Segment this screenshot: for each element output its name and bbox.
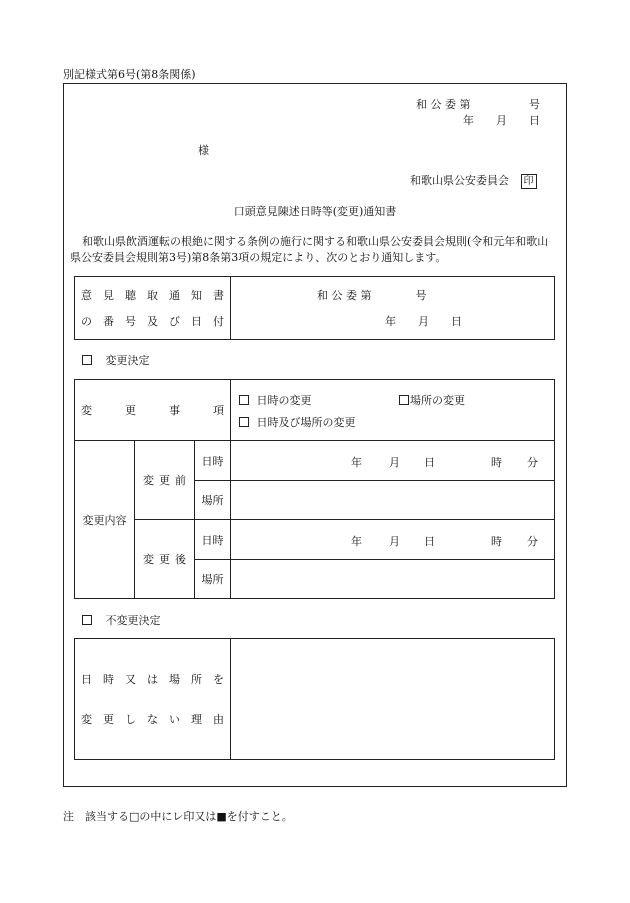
reason-line-1: 日 時 又 は 場 所 を xyxy=(81,673,224,686)
reason-value xyxy=(231,639,555,760)
document-title: 口頭意見陳述日時等(変更)通知書 xyxy=(233,205,397,218)
form-label: 別記様式第6号(第8条関係) xyxy=(63,68,196,81)
reason-label xyxy=(75,639,231,760)
notice-number-line: 和 公 委 第 号 xyxy=(317,289,427,302)
option-place-change[interactable]: 場所の変更 xyxy=(399,392,465,408)
no-change-decision-checkbox[interactable] xyxy=(82,612,161,628)
checkbox-icon[interactable] xyxy=(239,395,249,405)
after-datetime-value: 年 月 日 時 分 xyxy=(231,520,555,560)
option-both-change[interactable]: 日時及び場所の変更 xyxy=(239,414,554,430)
reason-table xyxy=(74,638,555,760)
notice-number-label xyxy=(75,277,231,340)
before-place-value xyxy=(231,481,555,520)
change-content-label: 変更内容 xyxy=(75,441,135,599)
notice-number-value xyxy=(231,277,555,340)
before-place-label: 場所 xyxy=(195,481,231,520)
after-datetime-label: 日時 xyxy=(195,520,231,560)
after-place-label: 場所 xyxy=(195,560,231,599)
seal-mark: 印 xyxy=(521,174,537,189)
after-place-value xyxy=(231,560,555,599)
issuer xyxy=(410,172,537,189)
change-decision-checkbox[interactable] xyxy=(82,352,150,368)
notice-date-line: 年 月 日 xyxy=(385,315,462,328)
change-matters-label: 変 更 事 項 xyxy=(75,380,231,441)
before-datetime-value: 年 月 日 時 分 xyxy=(231,441,555,481)
before-datetime-label: 日時 xyxy=(195,441,231,481)
checkbox-icon[interactable] xyxy=(82,355,92,365)
label-line-1: 意 見 聴 取 通 知 書 xyxy=(81,289,224,302)
checkbox-icon[interactable] xyxy=(82,615,92,625)
checkbox-icon[interactable] xyxy=(239,417,249,427)
body-text: 和歌山県飲酒運転の根絶に関する条例の施行に関する和歌山県公安委員会規則(令和元年和歌山県公安委員会規則第3号)第8条第3項の規定により、次のとおり通知します。 xyxy=(70,235,549,264)
addressee-suffix: 様 xyxy=(198,144,209,157)
change-table xyxy=(74,379,555,599)
checkbox-icon[interactable] xyxy=(399,395,409,405)
label-line-2: の 番 号 及 び 日 付 xyxy=(81,315,224,328)
footnote: 注 該当する□の中にレ印又は■を付すこと。 xyxy=(63,810,293,823)
option-datetime-change[interactable]: 日時の変更 xyxy=(239,394,312,407)
notice-table xyxy=(74,276,555,340)
no-change-decision-label: 不変更決定 xyxy=(105,614,161,627)
issuer-name: 和歌山県公安委員会 xyxy=(410,174,509,187)
header-date-line: 年 月 日 xyxy=(463,114,540,127)
before-label: 変 更 前 xyxy=(135,441,195,520)
reason-line-2: 変 更 し な い 理 由 xyxy=(81,713,224,726)
after-label: 変 更 後 xyxy=(135,520,195,599)
reference-number-line: 和 公 委 第 号 xyxy=(416,98,540,111)
change-decision-label: 変更決定 xyxy=(105,354,150,367)
change-matters-options xyxy=(231,380,555,441)
